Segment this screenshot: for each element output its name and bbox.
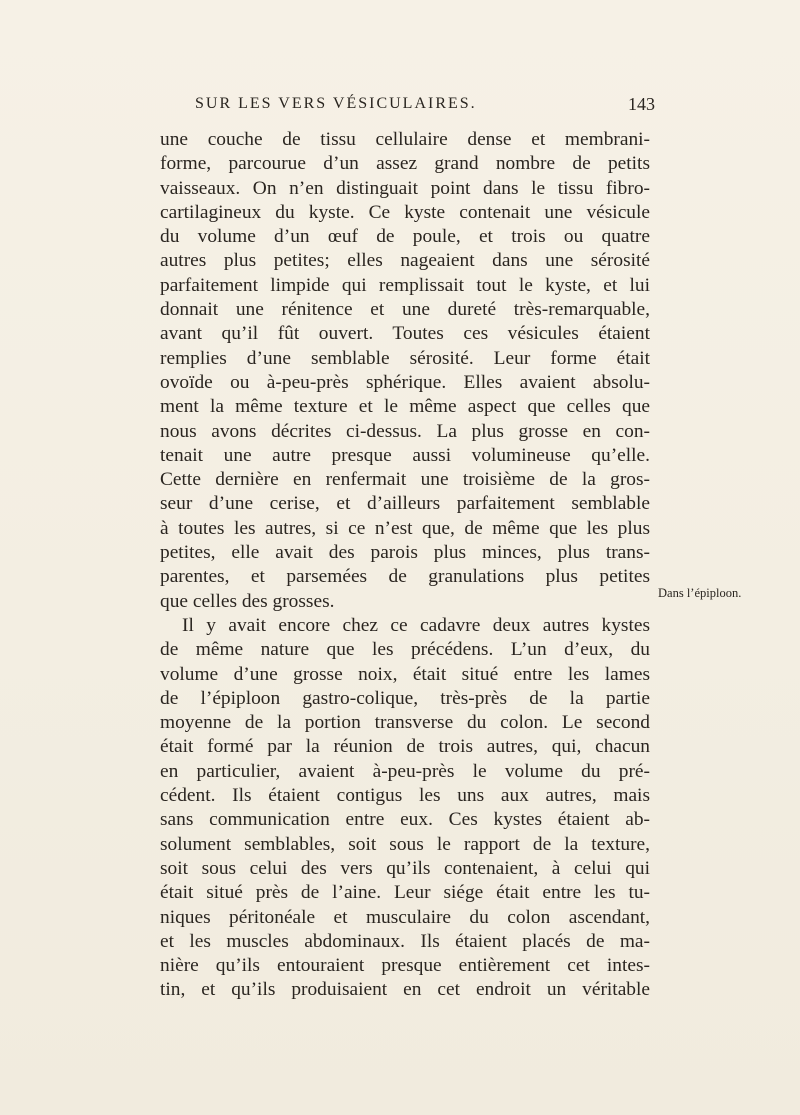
text-line: forme, parcourue d’un assez grand nombre de petits xyxy=(160,153,650,175)
running-head xyxy=(195,92,655,116)
text-line: solument semblables, soit sous le rapport de la texture, xyxy=(160,833,650,855)
text-line: était situé près de l’aine. Leur siége était entre les tu- xyxy=(160,882,650,904)
text-line: à toutes les autres, si ce n’est que, de même que les plus xyxy=(160,517,650,539)
text-line: tin, et qu’ils produisaient en cet endroit un véritable xyxy=(160,979,650,1001)
text-line: vaisseaux. On n’en distinguait point dans le tissu fibro- xyxy=(160,177,650,199)
text-line: niques péritonéale et musculaire du colon ascendant, xyxy=(160,906,650,928)
text-line: petites, elle avait des parois plus minces, plus trans- xyxy=(160,542,650,564)
text-line: moyenne de la portion transverse du colon. Le second xyxy=(160,712,650,734)
text-line: soit sous celui des vers qu’ils contenaient, à celui qui xyxy=(160,857,650,879)
text-line: volume d’une grosse noix, était situé entre les lames xyxy=(160,663,650,685)
text-line: et les muscles abdominaux. Ils étaient placés de ma- xyxy=(160,930,650,952)
text-line: de même nature que les précédens. L’un d’eux, du xyxy=(160,639,650,661)
text-line: tenait une autre presque aussi volumineuse qu’elle. xyxy=(160,444,650,466)
text-line: cartilagineux du kyste. Ce kyste contenait une vésicule xyxy=(160,201,650,223)
text-line: ment la même texture et le même aspect que celles que xyxy=(160,396,650,418)
text-line: donnait une rénitence et une dureté très-remarquable, xyxy=(160,299,650,321)
text-line: parfaitement limpide qui remplissait tout le kyste, et lui xyxy=(160,274,650,296)
text-line: nière qu’ils entouraient presque entièrement cet intes- xyxy=(160,955,650,977)
text-line: que celles des grosses. xyxy=(160,590,335,612)
text-line: du volume d’un œuf de poule, et trois ou quatre xyxy=(160,226,650,248)
page-number: 143 xyxy=(628,94,655,114)
text-line: Il y avait encore chez ce cadavre deux autres kystes xyxy=(182,614,650,636)
text-line: ovoïde ou à-peu-près sphérique. Elles avaient absolu- xyxy=(160,371,650,393)
text-line: était formé par la réunion de trois autres, qui, chacun xyxy=(160,736,650,758)
running-title: SUR LES VERS VÉSICULAIRES. xyxy=(195,95,477,112)
text-line: seur d’une cerise, et d’ailleurs parfaitement semblable xyxy=(160,493,650,515)
text-line: cédent. Ils étaient contigus les uns aux autres, mais xyxy=(160,785,650,807)
body-text xyxy=(160,128,650,1003)
text-line: parentes, et parsemées de granulations plus petites xyxy=(160,566,650,588)
text-line: Cette dernière en renfermait une troisième de la gros- xyxy=(160,469,650,491)
text-line: nous avons décrites ci-dessus. La plus grosse en con- xyxy=(160,420,650,442)
text-line: remplies d’une semblable sérosité. Leur forme était xyxy=(160,347,650,369)
margin-note: Dans l’épiploon. xyxy=(658,586,742,600)
text-line: sans communication entre eux. Ces kystes étaient ab- xyxy=(160,809,650,831)
text-line: de l’épiploon gastro-colique, très-près de la partie xyxy=(160,687,650,709)
text-line: une couche de tissu cellulaire dense et membrani- xyxy=(160,129,650,150)
text-line: en particulier, avaient à-peu-près le volume du pré- xyxy=(160,760,650,782)
text-line: avant qu’il fût ouvert. Toutes ces vésicules étaient xyxy=(160,323,650,345)
text-line: autres plus petites; elles nageaient dans une sérosité xyxy=(160,250,650,272)
